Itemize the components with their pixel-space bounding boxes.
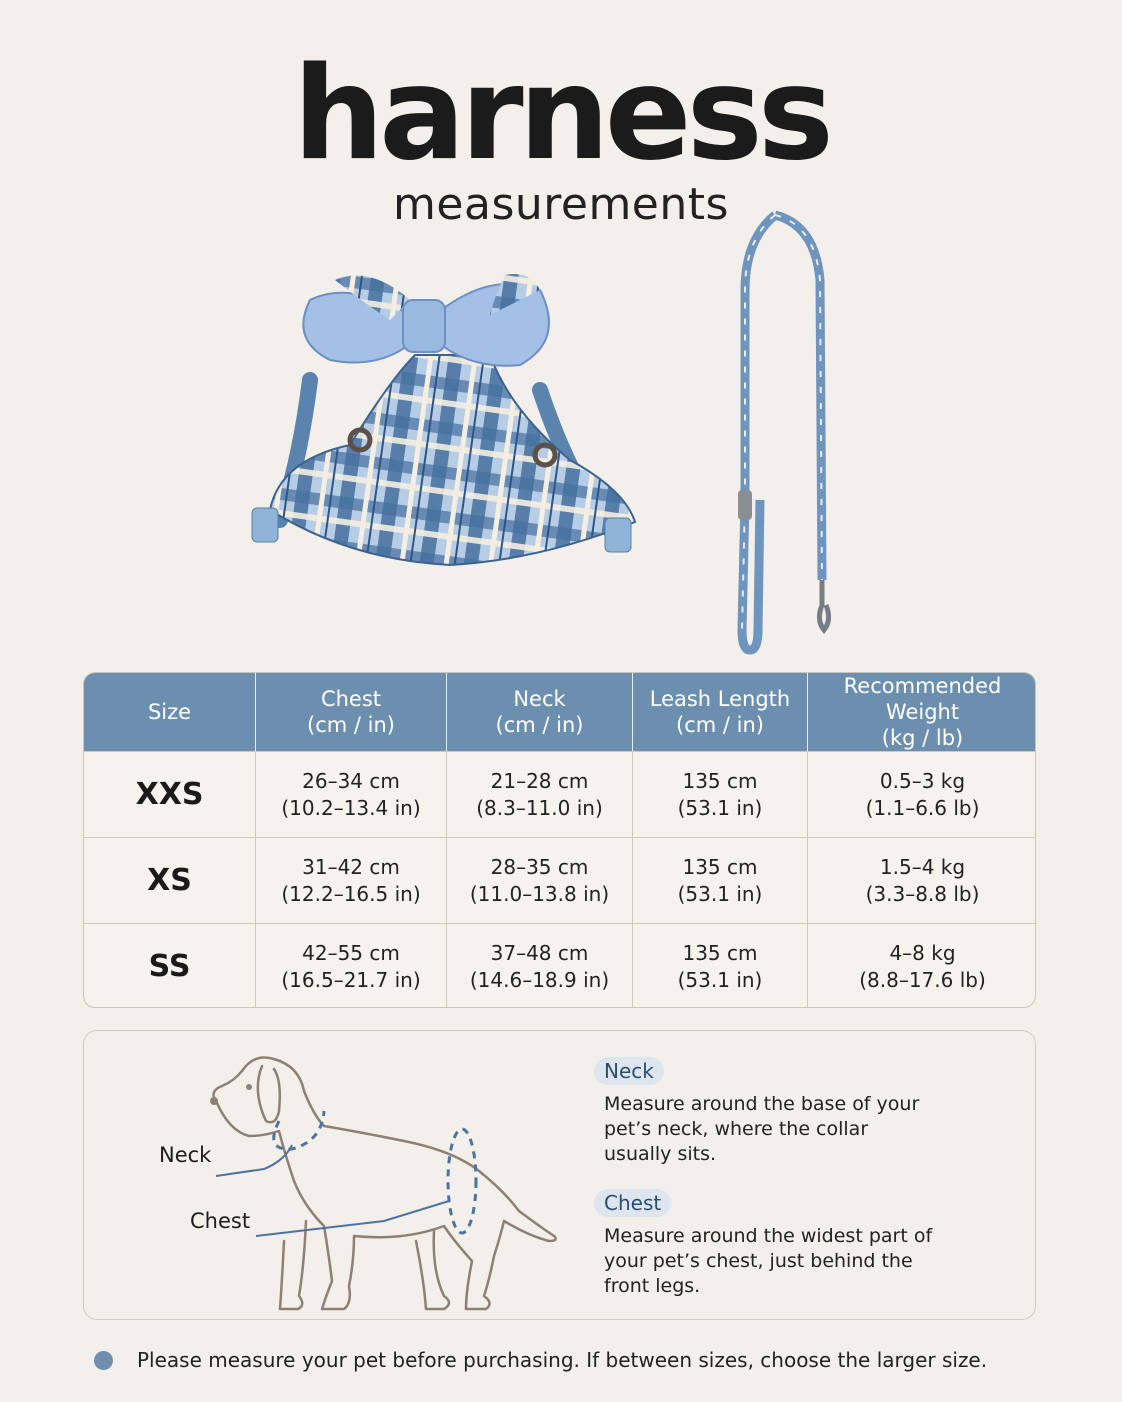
- table-header: [84, 673, 1035, 751]
- weight-cell: 4–8 kg (8.8–17.6 lb): [859, 940, 986, 992]
- header-recommended-weight: Recommended Weight (kg / lb): [843, 674, 1002, 750]
- neck-description: Measure around the base of your pet’s neck, where the collar usually sits.: [604, 1093, 920, 1165]
- size-cell: SS: [84, 924, 256, 1008]
- page-title: harness: [293, 40, 829, 189]
- bullet-dot-icon: [94, 1351, 113, 1370]
- neck-badge: Neck: [594, 1057, 664, 1085]
- header-neck: Neck (cm / in): [447, 673, 633, 751]
- neck-cell: 28–35 cm (11.0–13.8 in): [447, 838, 633, 923]
- chest-badge: Chest: [594, 1189, 671, 1217]
- header-size: Size: [84, 673, 256, 751]
- page-subtitle: measurements: [393, 179, 729, 230]
- table-row: [84, 837, 1035, 923]
- header-chest: Chest (cm / in): [256, 673, 447, 751]
- chest-description: Measure around the widest part of your pet’s chest, just behind the front legs.: [604, 1225, 933, 1297]
- leash-cell: 135 cm (53.1 in): [633, 924, 808, 1008]
- leash-product-image: [720, 200, 850, 660]
- table-row: [84, 751, 1035, 837]
- leash-cell: 135 cm (53.1 in): [633, 838, 808, 923]
- chest-cell: 31–42 cm (12.2–16.5 in): [256, 838, 447, 923]
- weight-cell: 1.5–4 kg (3.3–8.8 lb): [865, 854, 980, 906]
- measuring-guide: [83, 1030, 1036, 1320]
- chest-diagram-label: Chest: [190, 1209, 251, 1233]
- leash-cell: 135 cm (53.1 in): [633, 752, 808, 837]
- neck-cell: 37–48 cm (14.6–18.9 in): [447, 924, 633, 1008]
- harness-product-image: [240, 260, 660, 580]
- purchase-note: [94, 1348, 987, 1372]
- size-table: [83, 672, 1036, 1008]
- size-cell: XS: [84, 838, 256, 923]
- neck-diagram-label: Neck: [159, 1143, 212, 1167]
- neck-cell: 21–28 cm (8.3–11.0 in): [447, 752, 633, 837]
- dog-diagram-icon: [204, 1041, 564, 1316]
- chest-cell: 42–55 cm (16.5–21.7 in): [256, 924, 447, 1008]
- size-cell: XXS: [84, 752, 256, 837]
- weight-cell: 0.5–3 kg (1.1–6.6 lb): [865, 768, 980, 820]
- table-row: [84, 923, 1035, 1008]
- header-leash-length: Leash Length (cm / in): [633, 673, 808, 751]
- purchase-note-text: Please measure your pet before purchasing. If between sizes, choose the larger size.: [137, 1348, 988, 1372]
- chest-cell: 26–34 cm (10.2–13.4 in): [256, 752, 447, 837]
